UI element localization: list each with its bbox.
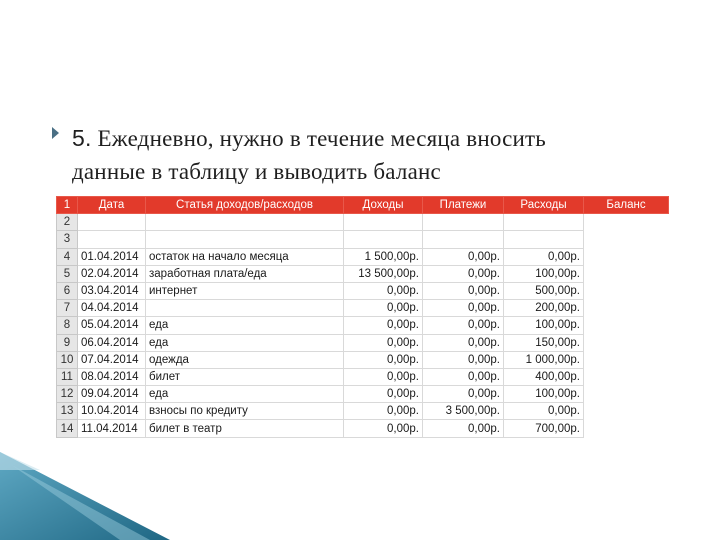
bullet-line-2: данные в таблицу и выводить баланс — [72, 159, 441, 184]
cell-expenses[interactable]: 200,00р. — [504, 300, 584, 317]
header-row — [57, 197, 669, 214]
cell-item[interactable]: билет в театр — [146, 420, 344, 437]
cell-item[interactable] — [146, 214, 344, 231]
cell-expenses[interactable]: 1 000,00р. — [504, 351, 584, 368]
cell-payments[interactable]: 0,00р. — [423, 368, 504, 385]
spreadsheet-table — [56, 196, 669, 438]
cell-income[interactable]: 0,00р. — [344, 300, 423, 317]
cell-date[interactable]: 06.04.2014 — [78, 334, 146, 351]
cell-item[interactable] — [146, 300, 344, 317]
row-number[interactable]: 9 — [57, 334, 78, 351]
table-row — [57, 386, 669, 403]
row-number[interactable]: 5 — [57, 265, 78, 282]
cell-date[interactable]: 08.04.2014 — [78, 368, 146, 385]
cell-expenses[interactable]: 0,00р. — [504, 403, 584, 420]
cell-balance[interactable] — [584, 231, 669, 248]
bullet-line-1: Ежедневно, нужно в течение месяца вносить — [91, 126, 546, 151]
cell-income[interactable]: 0,00р. — [344, 282, 423, 299]
cell-expenses[interactable]: 100,00р. — [504, 386, 584, 403]
table-row — [57, 317, 669, 334]
header-cell-balance[interactable]: Баланс — [584, 197, 669, 214]
cell-income[interactable] — [344, 214, 423, 231]
table-row — [57, 265, 669, 282]
cell-expenses[interactable]: 400,00р. — [504, 368, 584, 385]
table-row — [57, 231, 669, 248]
cell-income[interactable] — [344, 231, 423, 248]
row-number[interactable]: 8 — [57, 317, 78, 334]
cell-expenses[interactable]: 100,00р. — [504, 265, 584, 282]
cell-payments[interactable] — [423, 231, 504, 248]
cell-item[interactable]: остаток на начало месяца — [146, 248, 344, 265]
row-number[interactable]: 6 — [57, 282, 78, 299]
header-cell-date[interactable]: Дата — [78, 197, 146, 214]
cell-date[interactable]: 05.04.2014 — [78, 317, 146, 334]
row-number[interactable]: 10 — [57, 351, 78, 368]
cell-expenses[interactable]: 700,00р. — [504, 420, 584, 437]
table-row — [57, 368, 669, 385]
cell-income[interactable]: 0,00р. — [344, 317, 423, 334]
cell-date[interactable]: 01.04.2014 — [78, 248, 146, 265]
cell-income[interactable]: 0,00р. — [344, 334, 423, 351]
row-number[interactable]: 14 — [57, 420, 78, 437]
cell-date[interactable] — [78, 214, 146, 231]
cell-payments[interactable]: 0,00р. — [423, 300, 504, 317]
cell-income[interactable]: 0,00р. — [344, 368, 423, 385]
cell-expenses[interactable]: 100,00р. — [504, 317, 584, 334]
header-cell-payments[interactable]: Платежи — [423, 197, 504, 214]
decorative-wave — [0, 440, 720, 540]
cell-balance[interactable] — [584, 282, 669, 299]
cell-balance[interactable] — [584, 386, 669, 403]
cell-date[interactable] — [78, 231, 146, 248]
cell-date[interactable]: 04.04.2014 — [78, 300, 146, 317]
row-number[interactable]: 11 — [57, 368, 78, 385]
cell-date[interactable]: 09.04.2014 — [78, 386, 146, 403]
cell-payments[interactable] — [423, 214, 504, 231]
header-cell-item[interactable]: Статья доходов/расходов — [146, 197, 344, 214]
row-number[interactable]: 7 — [57, 300, 78, 317]
cell-income[interactable]: 1 500,00р. — [344, 248, 423, 265]
table-row — [57, 403, 669, 420]
cell-payments[interactable]: 0,00р. — [423, 420, 504, 437]
cell-expenses[interactable]: 500,00р. — [504, 282, 584, 299]
cell-date[interactable]: 11.04.2014 — [78, 420, 146, 437]
cell-balance[interactable] — [584, 334, 669, 351]
cell-item[interactable]: интернет — [146, 282, 344, 299]
cell-income[interactable]: 0,00р. — [344, 420, 423, 437]
cell-balance[interactable] — [584, 300, 669, 317]
cell-date[interactable]: 02.04.2014 — [78, 265, 146, 282]
cell-income[interactable]: 0,00р. — [344, 351, 423, 368]
cell-item[interactable]: заработная плата/еда — [146, 265, 344, 282]
cell-payments[interactable]: 3 500,00р. — [423, 403, 504, 420]
cell-balance[interactable] — [584, 214, 669, 231]
row-number[interactable]: 1 — [57, 197, 78, 214]
cell-balance[interactable] — [584, 317, 669, 334]
cell-date[interactable]: 10.04.2014 — [78, 403, 146, 420]
cell-item[interactable]: взносы по кредиту — [146, 403, 344, 420]
bullet-text — [72, 122, 692, 188]
cell-balance[interactable] — [584, 248, 669, 265]
table-row — [57, 334, 669, 351]
table-row — [57, 248, 669, 265]
row-number[interactable]: 13 — [57, 403, 78, 420]
cell-item[interactable]: еда — [146, 317, 344, 334]
table-row — [57, 214, 669, 231]
cell-expenses[interactable]: 150,00р. — [504, 334, 584, 351]
cell-balance[interactable] — [584, 265, 669, 282]
cell-payments[interactable]: 0,00р. — [423, 248, 504, 265]
row-number[interactable]: 4 — [57, 248, 78, 265]
bullet-arrow-icon — [52, 127, 59, 139]
cell-item[interactable]: одежда — [146, 351, 344, 368]
cell-payments[interactable]: 0,00р. — [423, 317, 504, 334]
table-row — [57, 351, 669, 368]
row-number[interactable]: 12 — [57, 386, 78, 403]
cell-payments[interactable]: 0,00р. — [423, 334, 504, 351]
row-number[interactable]: 3 — [57, 231, 78, 248]
cell-item[interactable] — [146, 231, 344, 248]
cell-payments[interactable]: 0,00р. — [423, 386, 504, 403]
cell-balance[interactable] — [584, 351, 669, 368]
cell-date[interactable]: 03.04.2014 — [78, 282, 146, 299]
header-cell-expenses[interactable]: Расходы — [504, 197, 584, 214]
cell-item[interactable]: билет — [146, 368, 344, 385]
table-row — [57, 300, 669, 317]
cell-date[interactable]: 07.04.2014 — [78, 351, 146, 368]
cell-payments[interactable]: 0,00р. — [423, 282, 504, 299]
cell-item[interactable]: еда — [146, 334, 344, 351]
cell-balance[interactable] — [584, 368, 669, 385]
cell-income[interactable]: 13 500,00р. — [344, 265, 423, 282]
row-number[interactable]: 2 — [57, 214, 78, 231]
bullet-number: 5. — [72, 125, 92, 151]
cell-balance[interactable] — [584, 420, 669, 437]
cell-income[interactable]: 0,00р. — [344, 386, 423, 403]
cell-item[interactable]: еда — [146, 386, 344, 403]
cell-expenses[interactable] — [504, 214, 584, 231]
header-cell-income[interactable]: Доходы — [344, 197, 423, 214]
cell-income[interactable]: 0,00р. — [344, 403, 423, 420]
table-row — [57, 420, 669, 437]
cell-payments[interactable]: 0,00р. — [423, 351, 504, 368]
cell-expenses[interactable] — [504, 231, 584, 248]
cell-payments[interactable]: 0,00р. — [423, 265, 504, 282]
table-row — [57, 282, 669, 299]
cell-balance[interactable] — [584, 403, 669, 420]
cell-expenses[interactable]: 0,00р. — [504, 248, 584, 265]
